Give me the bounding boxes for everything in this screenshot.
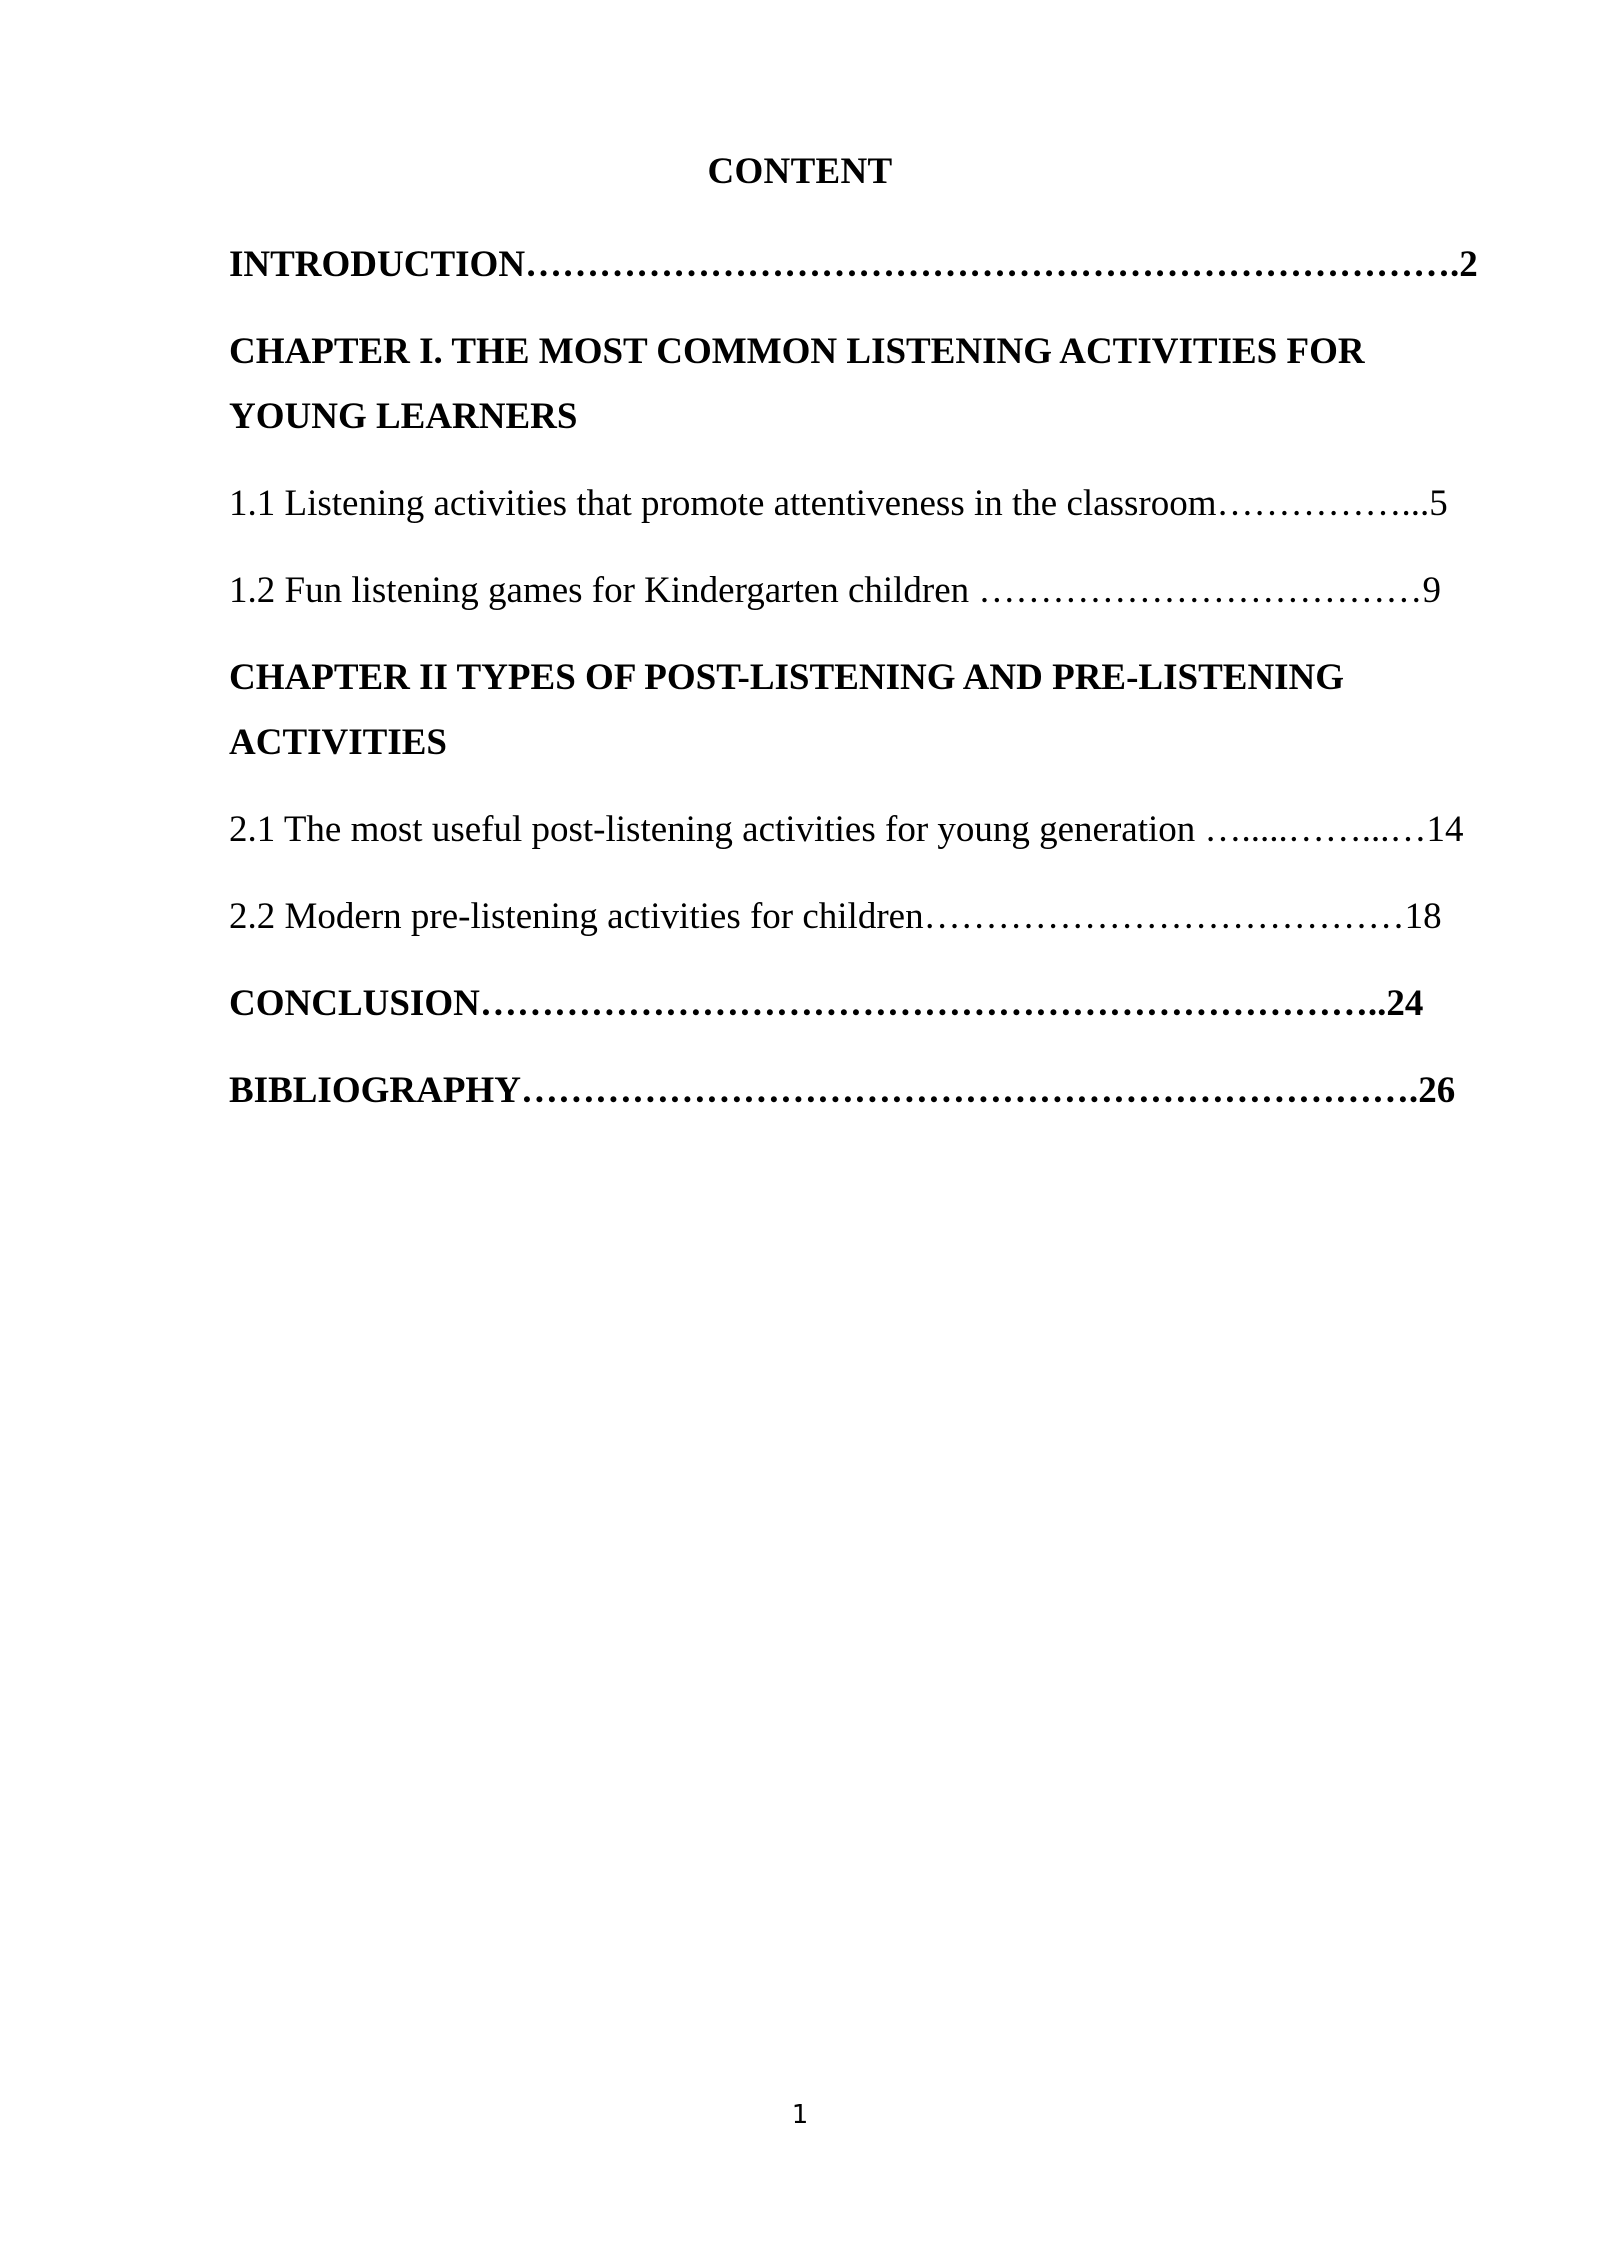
toc-entry-text: ACTIVITIES — [229, 722, 447, 763]
toc-entry-text: YOUNG LEARNERS — [229, 396, 578, 437]
toc-entry-page: 24 — [1386, 983, 1424, 1024]
toc-entry-text: 1.2 Fun listening games for Kindergarten children ……………………………… — [229, 570, 1423, 611]
toc-entry-text: 2.2 Modern pre-listening activities for children………………………………… — [229, 896, 1405, 937]
toc-entry-page: 2 — [1459, 244, 1478, 285]
toc-entry-bibliography — [229, 1069, 1455, 1113]
toc-entry-text: CHAPTER II TYPES OF POST-LISTENING AND PRE-LISTENING — [229, 657, 1345, 698]
toc-entry-text: BIBLIOGRAPHY………………………………………………………………. — [229, 1070, 1419, 1111]
page-number: 1 — [791, 2100, 809, 2130]
toc-entry-page: 14 — [1426, 809, 1464, 850]
toc-title: CONTENT — [707, 151, 893, 192]
toc-entry-page: 9 — [1422, 570, 1441, 611]
toc-entry-2-1 — [229, 808, 1464, 852]
toc-entry-2-2 — [229, 895, 1442, 939]
toc-entry-text: CHAPTER I. THE MOST COMMON LISTENING ACTIVITIES FOR — [229, 331, 1365, 372]
toc-entry-text: 2.1 The most useful post-listening activities for young generation ….....……...… — [229, 809, 1427, 850]
toc-entry-page: 5 — [1429, 483, 1448, 524]
toc-entry-1-2 — [229, 569, 1441, 613]
toc-chapter-2-heading-line-1 — [229, 656, 1344, 700]
toc-chapter-2-heading-line-2 — [229, 721, 447, 765]
toc-chapter-1-heading-line-1 — [229, 330, 1365, 374]
toc-entry-text: 1.1 Listening activities that promote attentiveness in the classroom……………... — [229, 483, 1430, 524]
toc-chapter-1-heading-line-2 — [229, 395, 577, 439]
toc-entry-1-1 — [229, 482, 1448, 526]
toc-entry-text: INTRODUCTION…………………………………………………………………. — [229, 244, 1460, 285]
toc-entry-page: 26 — [1418, 1070, 1456, 1111]
toc-entry-page: 18 — [1404, 896, 1442, 937]
toc-entry-conclusion — [229, 982, 1423, 1026]
toc-entry-introduction — [229, 243, 1478, 287]
toc-entry-text: CONCLUSION……………………………………………………………….. — [229, 983, 1387, 1024]
